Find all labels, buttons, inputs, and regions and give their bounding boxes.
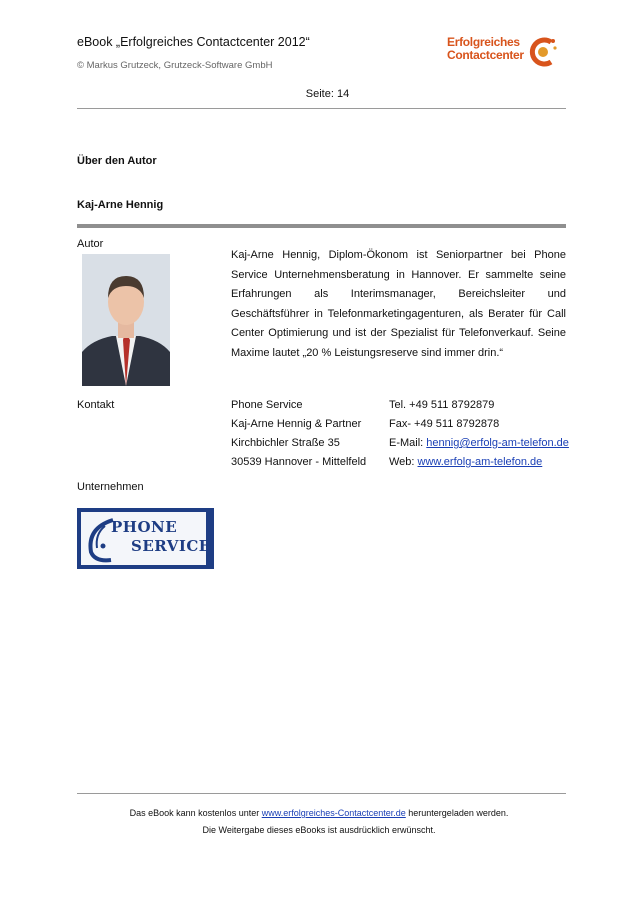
contact-address-line: Kaj-Arne Hennig & Partner [231, 418, 362, 430]
company-logo-text1: PHONE [111, 518, 178, 536]
document-title: eBook „Erfolgreiches Contactcenter 2012“ [77, 35, 310, 49]
company-logo-text2: SERVICE [131, 537, 211, 555]
contact-address-line: 30539 Hannover - Mittelfeld [231, 456, 367, 468]
contact-email-row [389, 437, 569, 449]
section-title: Über den Autor [77, 155, 157, 167]
label-company: Unternehmen [77, 481, 144, 493]
footer-text-pre: Das eBook kann kostenlos unter [129, 808, 262, 818]
footer-website-link[interactable]: www.erfolgreiches-Contactcenter.de [261, 808, 406, 818]
page-number: Seite: 14 [305, 88, 350, 100]
header-divider [77, 108, 566, 109]
logo-c-icon [529, 36, 557, 68]
contact-address-line: Phone Service [231, 399, 303, 411]
author-photo [82, 254, 170, 386]
author-name-heading: Kaj-Arne Hennig [77, 199, 164, 211]
contact-web-row [389, 456, 542, 468]
web-link[interactable]: www.erfolg-am-telefon.de [417, 456, 543, 468]
author-divider [77, 224, 566, 228]
contact-phone: Tel. +49 511 8792879 [389, 399, 495, 411]
email-link[interactable]: hennig@erfolg-am-telefon.de [426, 437, 569, 449]
footer-sharing-note: Die Weitergabe dieses eBooks ist ausdrücklich erwünscht. [202, 825, 436, 835]
contact-address-line: Kirchbichler Straße 35 [231, 437, 340, 449]
company-logo-panel [81, 512, 211, 565]
logo-text-line1: Erfolgreiches [447, 35, 520, 49]
footer-text-post: heruntergeladen werden. [405, 808, 509, 818]
contact-fax: Fax- +49 511 8792878 [389, 418, 500, 430]
company-logo [77, 508, 214, 569]
footer-divider [77, 793, 566, 794]
footer-download-note [0, 808, 638, 818]
email-label: E-Mail: [389, 437, 427, 449]
label-contact: Kontakt [77, 399, 115, 411]
copyright-notice: © Markus Grutzeck, Grutzeck-Software GmbH [77, 60, 273, 71]
label-author: Autor [77, 238, 104, 250]
logo-text-line2: Contactcenter [447, 48, 524, 62]
brand-logo [447, 36, 557, 80]
author-bio: Kaj-Arne Hennig, Diplom-Ökonom ist Seniorpartner bei Phone Service Unternehmensberatung in Hannover. Er sammelte seine Erfahrungen als Interimsmanager, Bereichsleiter und Geschäftsführer in Telefonmarketingagenturen, als Berater für Call Center Optimierung und ist der Spezialist für Telefonverkauf. Seine Maxime lautet „20 % Leistungsreserve sind immer drin.“ [231, 249, 566, 359]
web-label: Web: [389, 456, 418, 468]
